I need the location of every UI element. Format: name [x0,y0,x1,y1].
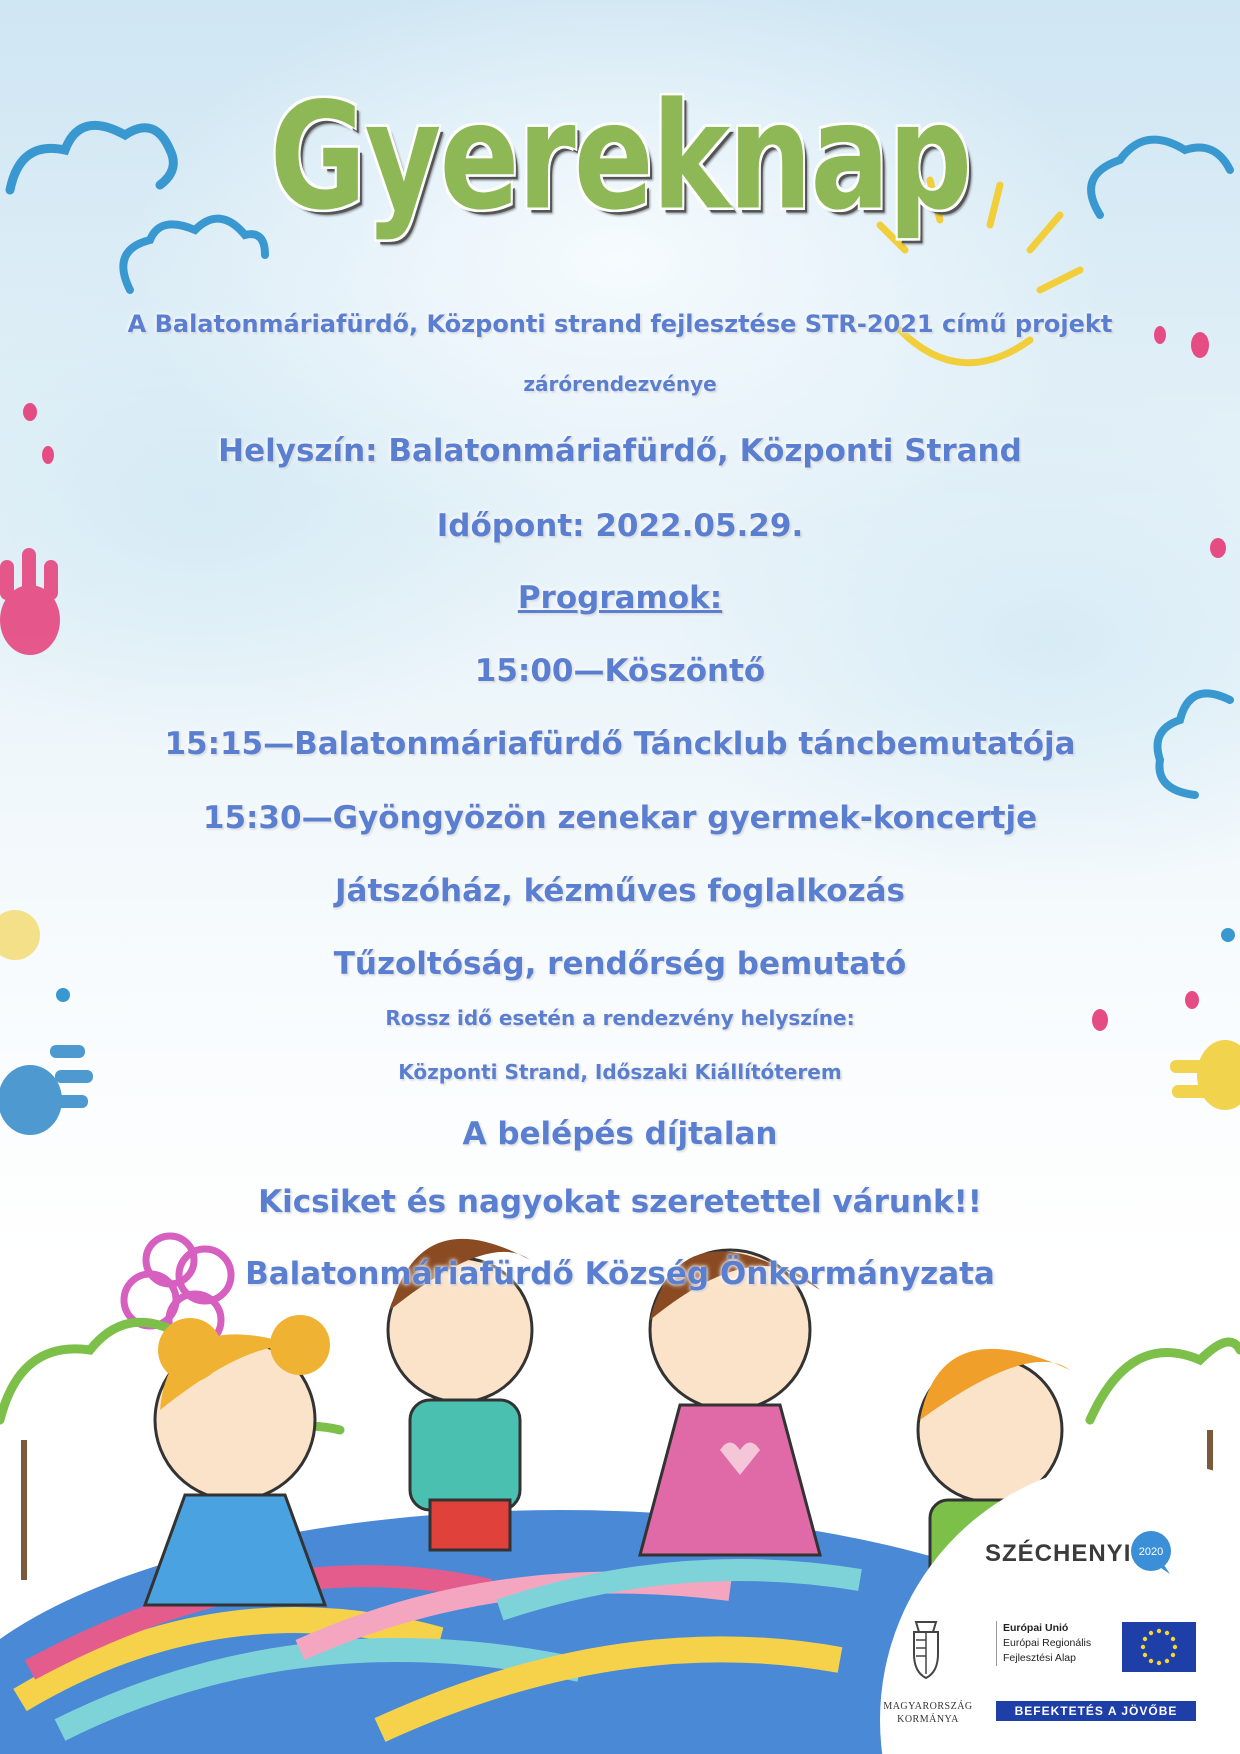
programs-heading: Programok: [517,580,723,616]
government-logo-text [872,1700,984,1726]
program-item: 15:00—Köszöntő [474,653,766,689]
bad-weather-line-2: Központi Strand, Időszaki Kiállítóterem [398,1060,842,1084]
subtitle-line-2: zárórendezvénye [523,372,717,396]
subtitle-line-1: A Balatonmáriafürdő, Központi strand fejlesztése STR-2021 című projekt [127,310,1113,338]
program-item: 15:30—Gyöngyözön zenekar gyermek-koncertje [202,800,1038,836]
poster-title: Gyereknap [269,70,971,243]
eu-line-3: Fejlesztési Alap [1003,1652,1076,1664]
location-text: Helyszín: Balatonmáriafürdő, Központi Strand [218,433,1022,469]
hungarian-crest-icon [906,1618,946,1682]
date-text: Időpont: 2022.05.29. [436,508,804,544]
slogan-bar: BEFEKTETÉS A JÖVŐBE [996,1701,1196,1721]
eu-flag-icon [1122,1622,1196,1672]
program-item: Játszóház, kézműves foglalkozás [334,873,905,909]
szechenyi-year: 2020 [1138,1546,1164,1558]
government-line-1: MAGYARORSZÁG [883,1701,973,1712]
entry-text: A belépés díjtalan [462,1116,778,1152]
program-item: 15:15—Balatonmáriafürdő Táncklub táncbemutatója [164,726,1076,762]
eu-line-1: Európai Unió [1003,1622,1069,1634]
program-item: Tűzoltóság, rendőrség bemutató [333,946,907,982]
welcome-text: Kicsiket és nagyokat szeretettel várunk!! [258,1184,982,1220]
eu-text-block [996,1621,1093,1666]
organizer-text: Balatonmáriafürdő Község Önkormányzata [245,1256,995,1292]
eu-line-2: Európai Regionális [1003,1637,1092,1649]
government-line-2: KORMÁNYA [897,1714,959,1725]
szechenyi-pin-icon [1128,1530,1174,1576]
bad-weather-line-1: Rossz idő esetén a rendezvény helyszíne: [385,1006,855,1030]
szechenyi-wordmark: SZÉCHENYI [985,1540,1132,1567]
